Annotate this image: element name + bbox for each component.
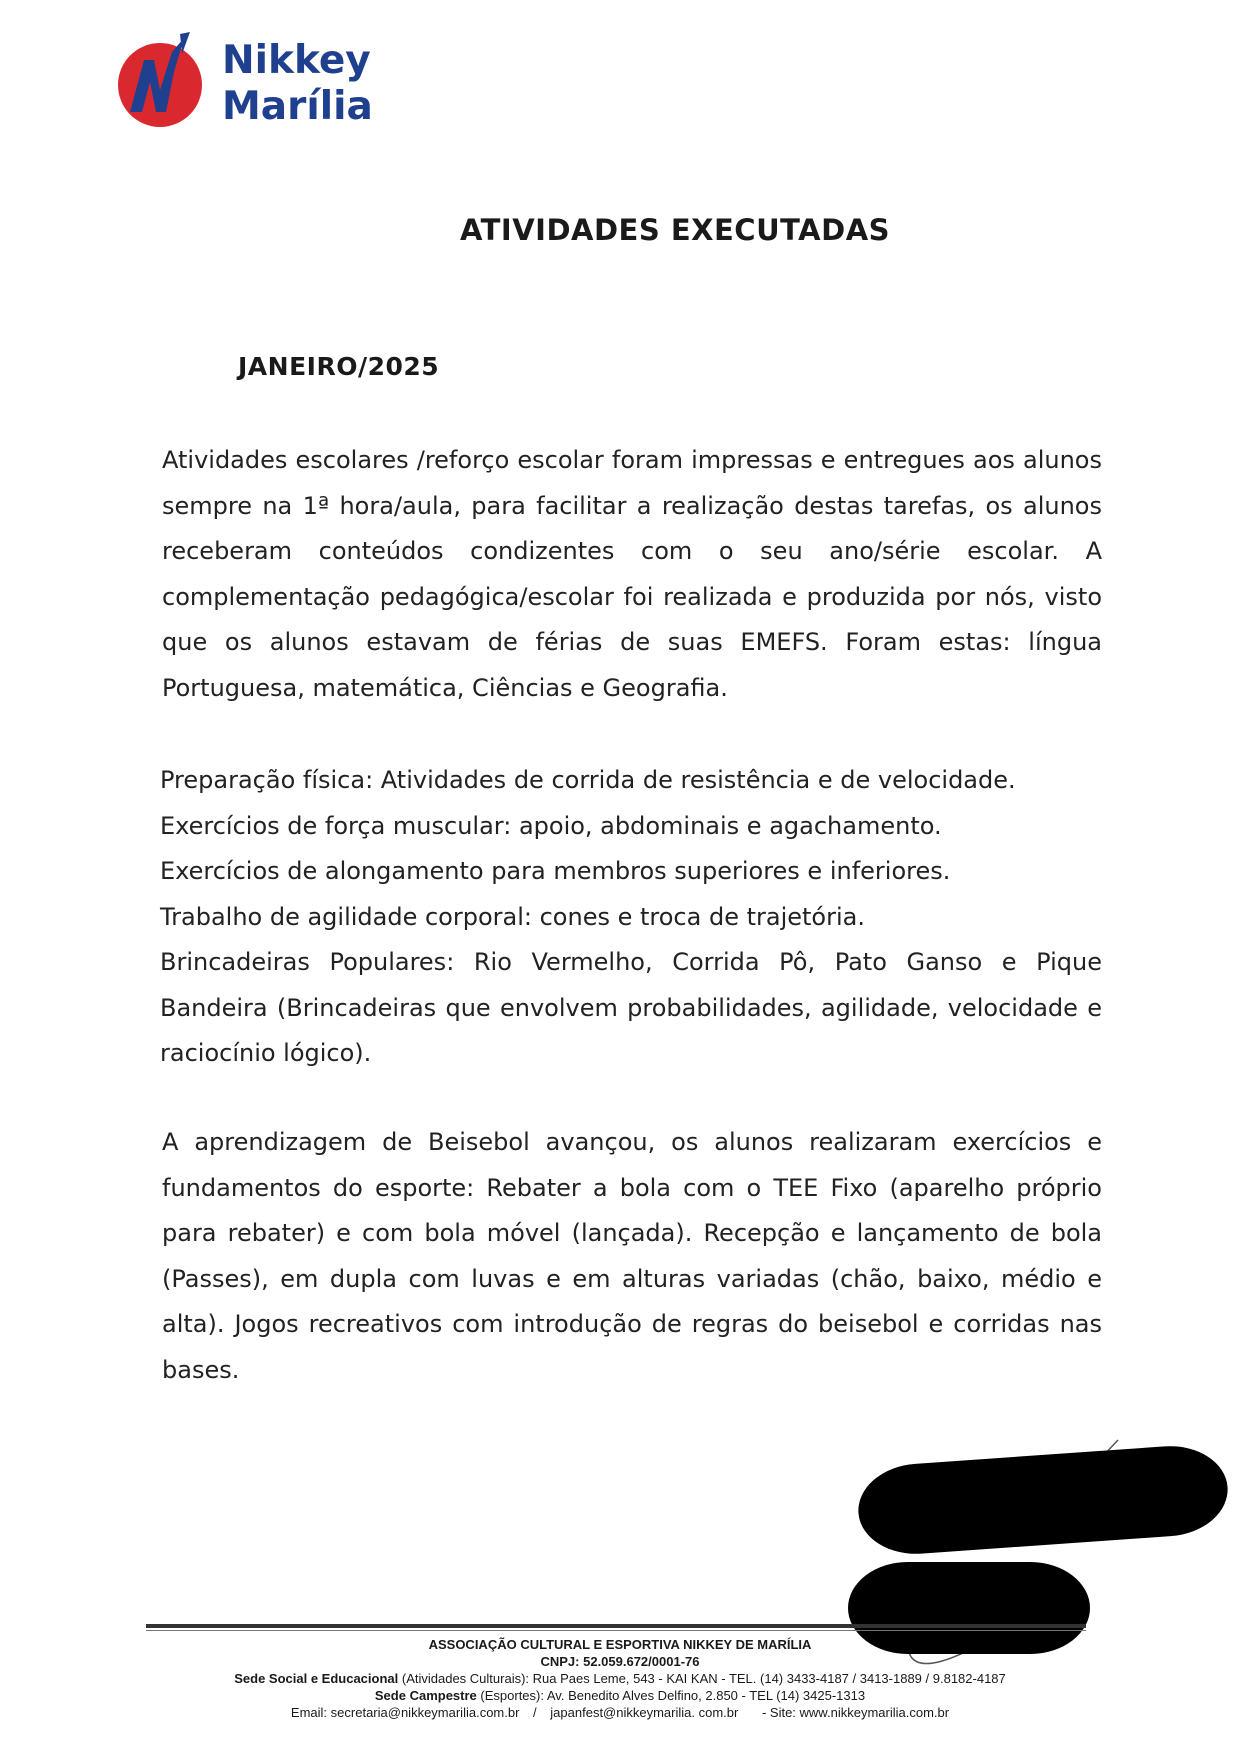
footer [140, 1636, 1100, 1721]
footer-campestre-label: Sede Campestre [374, 1688, 477, 1703]
logo-line-2: Marília [222, 84, 373, 129]
footer-social-text: (Atividades Culturais): Rua Paes Leme, 543 - KAI KAN - TEL. (14) 3433-4187 / 3413-1889 / 9.8182-4187 [401, 1671, 1006, 1686]
list-item: Exercícios de alongamento para membros superiores e inferiores. [160, 857, 951, 885]
footer-cnpj: CNPJ: 52.059.672/0001-76 [540, 1654, 700, 1669]
footer-divider [146, 1624, 1086, 1628]
logo-wordmark [222, 38, 373, 130]
list-item: Preparação física: Atividades de corrida de resistência e de velocidade. [160, 766, 1016, 794]
list-item: Trabalho de agilidade corporal: cones e troca de trajetória. [160, 902, 865, 931]
list-item: Exercícios de força muscular: apoio, abdominais e agachamento. [160, 811, 942, 840]
list-item: Brincadeiras Populares: Rio Vermelho, Corrida Pô, Pato Ganso e Pique Bandeira (Brincadeiras que envolvem probabilidades, agilidade, velocidade e raciocínio lógico). [160, 948, 1102, 1067]
footer-email-label: Email: [290, 1705, 328, 1720]
footer-site[interactable]: - Site: www.nikkeymarilia.com.br [761, 1705, 950, 1720]
document-title: ATIVIDADES EXECUTADAS [459, 213, 891, 247]
report-month: JANEIRO/2025 [238, 352, 440, 381]
footer-divider-thin [146, 1630, 1086, 1631]
footer-contacts: Email: secretaria@nikkeymarilia.com.br / japanfest@nikkeymarilia. com.br - Site: www.nikkeymarilia.com.br [290, 1705, 950, 1720]
logo-emblem-icon [110, 30, 210, 130]
baseball-paragraph: A aprendizagem de Beisebol avançou, os alunos realizaram exercícios e fundamentos do esporte: Rebater a bola com o TEE Fixo (aparelho próprio para rebater) e com bola móvel (lançada). Recepção e lançamento de bola (Passes), em dupla com luvas e em alturas variadas (chão, baixo, médio e alta). Jogos recreativos com introdução de regras do beisebol e corridas nas bases. [162, 1128, 1102, 1384]
logo-line-1: Nikkey [222, 38, 371, 83]
footer-email-japanfest[interactable]: japanfest@nikkeymarilia. com.br [550, 1705, 739, 1720]
footer-social-label: Sede Social e Educacional [234, 1671, 399, 1686]
footer-social-address [140, 1670, 1100, 1687]
footer-campestre-address [140, 1687, 1100, 1704]
physical-activities-list [160, 758, 1102, 1077]
footer-campestre-text: (Esportes): Av. Benedito Alves Delfino, 2.850 - TEL (14) 3425-1313 [480, 1688, 866, 1703]
nikkey-marilia-logo [110, 30, 390, 140]
footer-email-secretaria[interactable]: secretaria@nikkeymarilia.com.br [330, 1705, 520, 1720]
footer-org-name: ASSOCIAÇÃO CULTURAL E ESPORTIVA NIKKEY DE MARÍLIA [428, 1637, 812, 1652]
school-activities-paragraph: Atividades escolares /reforço escolar foram impressas e entregues aos alunos sempre na 1ª hora/aula, para facilitar a realização destas tarefas, os alunos receberam conteúdos condizentes com o seu ano/série escolar. A complementação pedagógica/escolar foi realizada e produzida por nós, visto que os alunos estavam de férias de suas EMEFS. Foram estas: língua Portuguesa, matemática, Ciências e Geografia. [162, 446, 1102, 702]
